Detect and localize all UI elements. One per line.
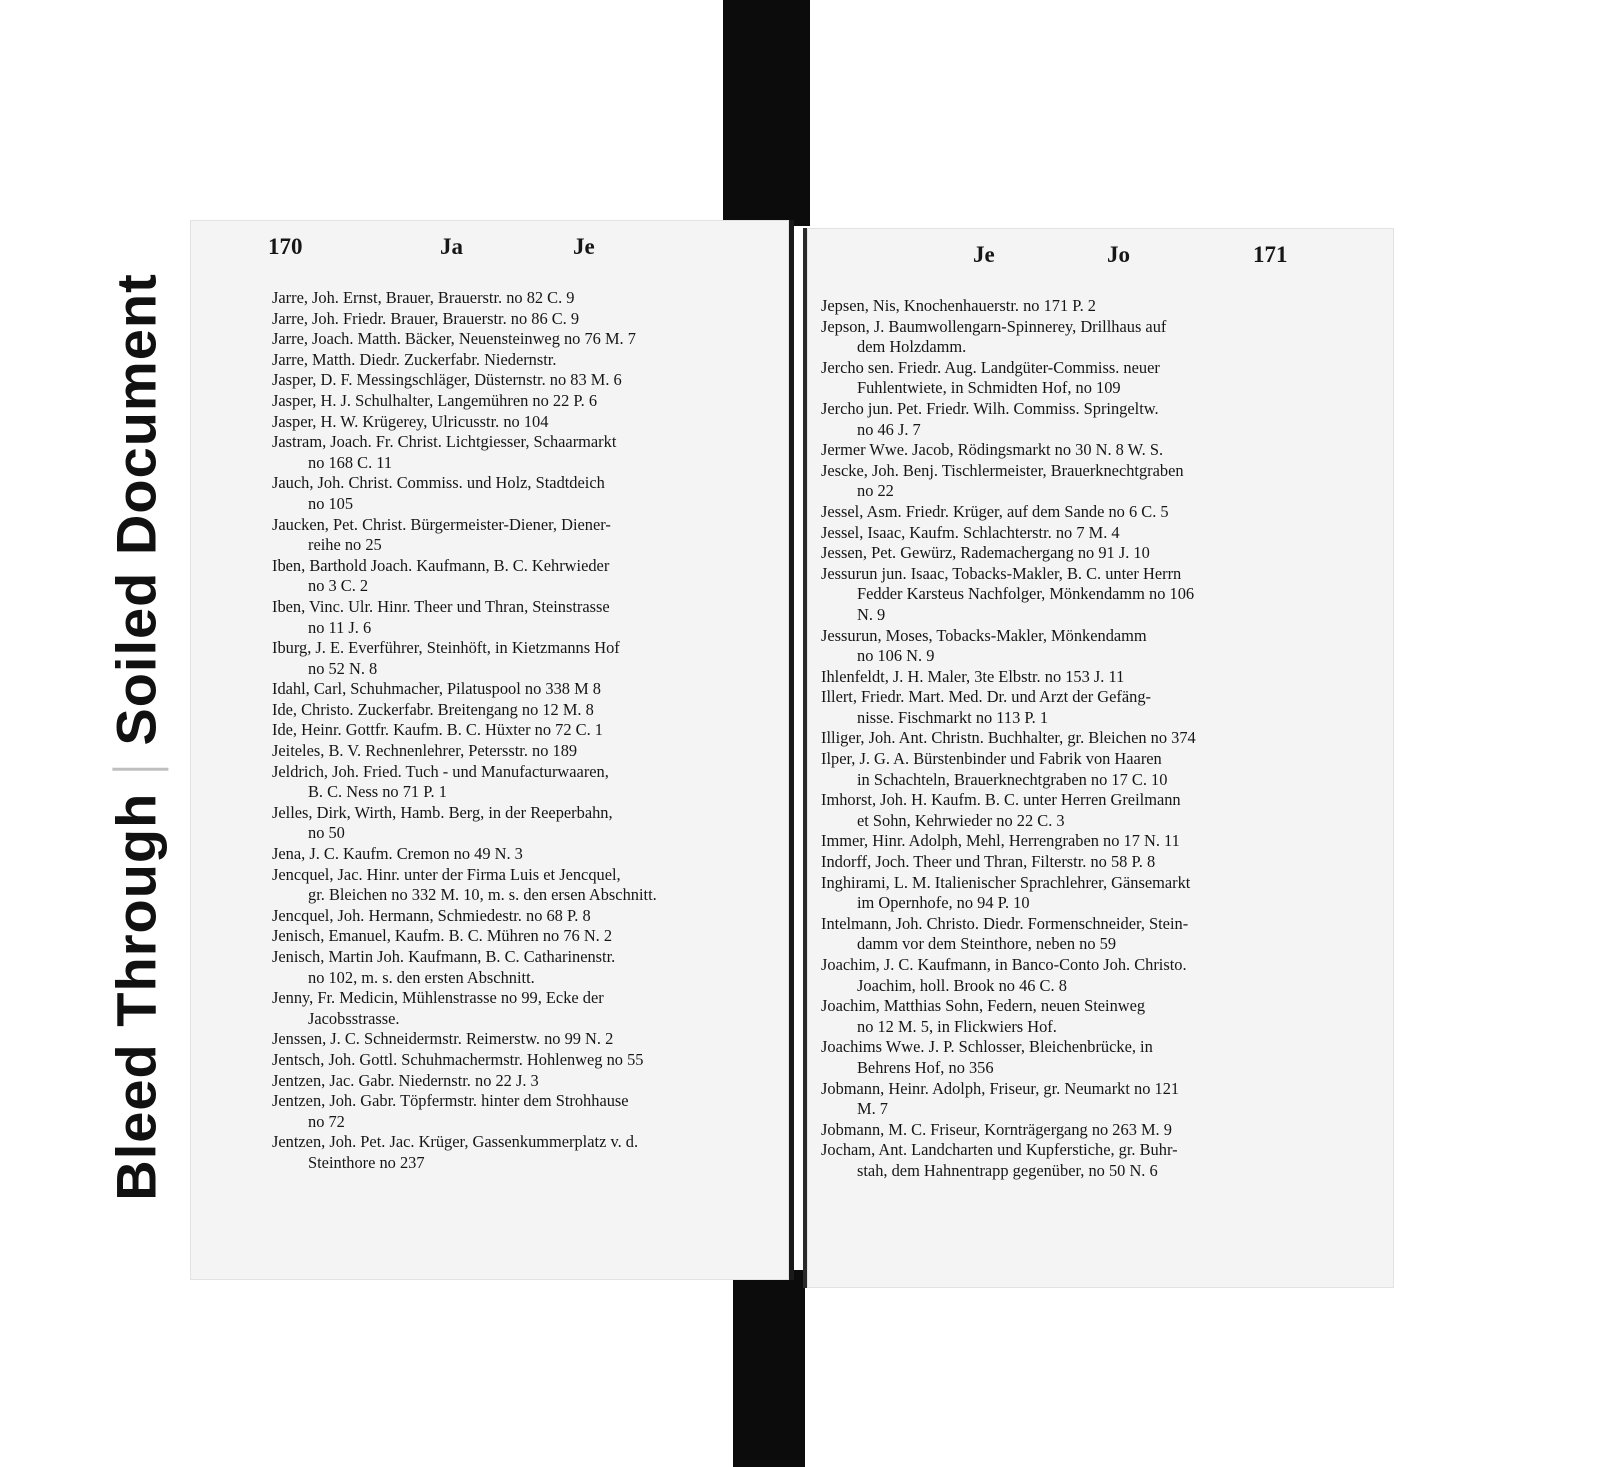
entry-continuation-line: Jacobsstrasse.	[308, 1008, 400, 1028]
entry-line: Iben, Barthold Joach. Kaufmann, B. C. Kehrwieder	[272, 555, 610, 575]
directory-entry	[821, 831, 1329, 852]
entry-line: Jescke, Joh. Benj. Tischlermeister, Brauerknechtgraben	[821, 460, 1184, 480]
directory-entry	[272, 473, 777, 514]
entry-line: Jercho sen. Friedr. Aug. Landgüter-Commiss. neuer	[821, 357, 1160, 377]
running-head-end: Jo	[1107, 242, 1130, 267]
entry-line: Jentzen, Joh. Gabr. Töpfermstr. hinter dem Strohhause	[272, 1091, 629, 1111]
entry-continuation-line: Joachim, holl. Brook no 46 C. 8	[857, 975, 1067, 995]
right-entry-list	[821, 296, 1329, 1182]
directory-entry	[272, 988, 777, 1029]
directory-entry	[821, 790, 1329, 831]
entry-line: Jenisch, Emanuel, Kaufm. B. C. Mühren no 76 N. 2	[272, 926, 613, 946]
entry-continuation-line: Behrens Hof, no 356	[857, 1057, 994, 1077]
directory-entry	[272, 638, 777, 679]
directory-entry	[821, 749, 1329, 790]
directory-entry	[821, 955, 1329, 996]
directory-entry	[272, 329, 777, 350]
entry-line: Jarre, Joh. Friedr. Brauer, Brauerstr. no 86 C. 9	[272, 308, 580, 328]
entry-line: Jenssen, J. C. Schneidermstr. Reimerstw. no 99 N. 2	[272, 1029, 614, 1049]
entry-continuation-line: no 11 J. 6	[308, 617, 372, 637]
entry-line: Jencquel, Joh. Hermann, Schmiedestr. no 68 P. 8	[272, 905, 591, 925]
label-divider	[113, 768, 169, 771]
entry-line: Imhorst, Joh. H. Kaufm. B. C. unter Herren Greilmann	[821, 790, 1181, 810]
directory-entry	[272, 720, 777, 741]
directory-entry	[821, 873, 1329, 914]
directory-entry	[272, 741, 777, 762]
entry-line: Jarre, Matth. Diedr. Zuckerfabr. Niedernstr.	[272, 349, 557, 369]
entry-line: Jastram, Joach. Fr. Christ. Lichtgiesser, Schaarmarkt	[272, 432, 617, 452]
directory-entry	[272, 926, 777, 947]
directory-entry	[821, 1037, 1329, 1078]
directory-entry	[821, 687, 1329, 728]
entry-line: Ihlenfeldt, J. H. Maler, 3te Elbstr. no 153 J. 11	[821, 666, 1125, 686]
entry-line: Jobmann, Heinr. Adolph, Friseur, gr. Neumarkt no 121	[821, 1078, 1180, 1098]
directory-entry	[272, 597, 777, 638]
directory-entry	[272, 947, 777, 988]
entry-line: Jessen, Pet. Gewürz, Rademachergang no 91 J. 10	[821, 543, 1150, 563]
entry-line: Jasper, H. J. Schulhalter, Langemühren no 22 P. 6	[272, 390, 598, 410]
entry-line: Iburg, J. E. Everführer, Steinhöft, in Kietzmanns Hof	[272, 638, 620, 658]
directory-entry	[821, 914, 1329, 955]
directory-entry	[821, 399, 1329, 440]
entry-line: Joachim, J. C. Kaufmann, in Banco-Conto Joh. Christo.	[821, 955, 1187, 974]
left-entry-list	[272, 288, 777, 1174]
left-page	[190, 220, 794, 1280]
entry-continuation-line: et Sohn, Kehrwieder no 22 C. 3	[857, 810, 1065, 830]
entry-continuation-line: no 72	[308, 1111, 345, 1131]
entry-continuation-line: no 102, m. s. den ersten Abschnitt.	[308, 967, 535, 987]
entry-line: Ilper, J. G. A. Bürstenbinder und Fabrik von Haaren	[821, 749, 1162, 769]
entry-continuation-line: Fuhlentwiete, in Schmidten Hof, no 109	[857, 378, 1121, 398]
entry-line: Intelmann, Joh. Christo. Diedr. Formenschneider, Stein-	[821, 913, 1189, 933]
entry-continuation-line: nisse. Fischmarkt no 113 P. 1	[857, 707, 1049, 727]
directory-entry	[272, 1132, 777, 1173]
directory-entry	[272, 515, 777, 556]
entry-line: Jarre, Joh. Ernst, Brauer, Brauerstr. no 82 C. 9	[272, 288, 575, 307]
entry-line: Indorff, Joch. Theer und Thran, Filterstr. no 58 P. 8	[821, 852, 1156, 872]
entry-line: Jeiteles, B. V. Rechnenlehrer, Petersstr. no 189	[272, 741, 578, 761]
directory-entry	[272, 412, 777, 433]
directory-entry	[821, 440, 1329, 461]
directory-entry	[272, 1071, 777, 1092]
binding-spine-bottom	[733, 1270, 805, 1467]
entry-line: Jenny, Fr. Medicin, Mühlenstrasse no 99, Ecke der	[272, 988, 604, 1008]
running-head-end: Je	[573, 234, 595, 259]
condition-label	[90, 227, 182, 1247]
directory-entry	[821, 358, 1329, 399]
directory-entry	[821, 667, 1329, 688]
entry-line: Jentzen, Joh. Pet. Jac. Krüger, Gassenkummerplatz v. d.	[272, 1132, 639, 1152]
entry-continuation-line: M. 7	[857, 1099, 888, 1119]
entry-continuation-line: no 50	[308, 823, 345, 843]
entry-line: Jentzen, Jac. Gabr. Niedernstr. no 22 J. 3	[272, 1070, 539, 1090]
directory-entry	[821, 728, 1329, 749]
entry-continuation-line: no 22	[857, 481, 894, 501]
directory-entry	[821, 1079, 1329, 1120]
page-number: 170	[268, 234, 303, 259]
entry-line: Jaucken, Pet. Christ. Bürgermeister-Diener, Diener-	[272, 514, 611, 534]
right-page	[803, 228, 1394, 1288]
directory-entry	[272, 762, 777, 803]
entry-line: Jocham, Ant. Landcharten und Kupferstiche, gr. Buhr-	[821, 1140, 1178, 1160]
directory-entry	[272, 679, 777, 700]
entry-line: Joachim, Matthias Sohn, Federn, neuen Steinweg	[821, 996, 1146, 1016]
entry-line: Jena, J. C. Kaufm. Cremon no 49 N. 3	[272, 844, 523, 864]
running-head-start: Je	[973, 242, 995, 267]
entry-line: Jauch, Joh. Christ. Commiss. und Holz, Stadtdeich	[272, 473, 605, 493]
directory-entry	[272, 700, 777, 721]
binding-spine-top	[723, 0, 810, 226]
entry-continuation-line: no 46 J. 7	[857, 419, 921, 439]
entry-continuation-line: gr. Bleichen no 332 M. 10, m. s. den ersen Abschnitt.	[308, 885, 657, 905]
directory-entry	[272, 288, 777, 309]
directory-entry	[272, 1029, 777, 1050]
entry-line: Idahl, Carl, Schuhmacher, Pilatuspool no 338 M 8	[272, 679, 601, 699]
entry-line: Jeldrich, Joh. Fried. Tuch - und Manufacturwaaren,	[272, 761, 609, 781]
entry-continuation-line: damm vor dem Steinthore, neben no 59	[857, 934, 1117, 954]
entry-continuation-line: no 52 N. 8	[308, 658, 378, 678]
directory-entry	[272, 309, 777, 330]
directory-entry	[272, 370, 777, 391]
entry-continuation-line: Fedder Karsteus Nachfolger, Mönkendamm no 106	[857, 584, 1195, 604]
entry-continuation-line: Steinthore no 237	[308, 1152, 425, 1172]
entry-line: Ide, Christo. Zuckerfabr. Breitengang no 12 M. 8	[272, 699, 594, 719]
directory-entry	[272, 1050, 777, 1071]
entry-continuation-line: no 3 C. 2	[308, 576, 369, 596]
entry-line: Ide, Heinr. Gottfr. Kaufm. B. C. Hüxter no 72 C. 1	[272, 720, 603, 740]
directory-entry	[272, 865, 777, 906]
directory-entry	[821, 461, 1329, 502]
directory-entry	[821, 626, 1329, 667]
entry-continuation-line: im Opernhofe, no 94 P. 10	[857, 893, 1030, 913]
directory-entry	[821, 852, 1329, 873]
entry-line: Immer, Hinr. Adolph, Mehl, Herrengraben no 17 N. 11	[821, 831, 1180, 851]
directory-entry	[821, 1140, 1329, 1181]
entry-line: Jessel, Isaac, Kaufm. Schlachterstr. no 7 M. 4	[821, 522, 1120, 542]
entry-line: Jelles, Dirk, Wirth, Hamb. Berg, in der Reeperbahn,	[272, 802, 613, 822]
right-page-header	[807, 242, 1394, 282]
entry-continuation-line: no 168 C. 11	[308, 452, 393, 472]
entry-line: Jobmann, M. C. Friseur, Kornträgergang no 263 M. 9	[821, 1119, 1172, 1139]
entry-continuation-line: no 105	[308, 493, 354, 513]
directory-entry	[272, 350, 777, 371]
entry-continuation-line: in Schachteln, Brauerknechtgraben no 17 C. 10	[857, 769, 1168, 789]
directory-entry	[821, 1120, 1329, 1141]
directory-entry	[821, 996, 1329, 1037]
directory-entry	[272, 906, 777, 927]
directory-entry	[821, 296, 1329, 317]
directory-entry	[821, 523, 1329, 544]
directory-entry	[821, 543, 1329, 564]
directory-entry	[272, 1091, 777, 1132]
entry-continuation-line: N. 9	[857, 604, 886, 624]
running-head-start: Ja	[440, 234, 463, 259]
entry-line: Jepsen, Nis, Knochenhauerstr. no 171 P. 2	[821, 296, 1096, 315]
entry-line: Inghirami, L. M. Italienischer Sprachlehrer, Gänsemarkt	[821, 872, 1191, 892]
entry-continuation-line: no 106 N. 9	[857, 646, 935, 666]
condition-label-text	[103, 273, 168, 1200]
directory-entry	[821, 502, 1329, 523]
directory-entry	[821, 564, 1329, 626]
entry-line: Jercho jun. Pet. Friedr. Wilh. Commiss. Springeltw.	[821, 398, 1159, 418]
entry-line: Jermer Wwe. Jacob, Rödingsmarkt no 30 N. 8 W. S.	[821, 440, 1164, 460]
label-soiled-document: Soiled Document	[104, 273, 168, 746]
directory-entry	[272, 803, 777, 844]
entry-line: Joachims Wwe. J. P. Schlosser, Bleichenbrücke, in	[821, 1037, 1153, 1057]
entry-continuation-line: reihe no 25	[308, 535, 382, 555]
entry-line: Jentsch, Joh. Gottl. Schuhmachermstr. Hohlenweg no 55	[272, 1049, 644, 1069]
entry-line: Jenisch, Martin Joh. Kaufmann, B. C. Catharinenstr.	[272, 947, 616, 966]
page-number: 171	[1253, 242, 1288, 267]
label-bleed-through: Bleed Through	[104, 792, 168, 1201]
directory-entry	[272, 844, 777, 865]
entry-line: Jessel, Asm. Friedr. Krüger, auf dem Sande no 6 C. 5	[821, 501, 1169, 521]
entry-continuation-line: no 12 M. 5, in Flickwiers Hof.	[857, 1016, 1057, 1036]
directory-entry	[272, 556, 777, 597]
entry-line: Jessurun, Moses, Tobacks-Makler, Mönkendamm	[821, 625, 1147, 645]
entry-line: Jencquel, Jac. Hinr. unter der Firma Luis et Jencquel,	[272, 864, 621, 884]
entry-continuation-line: dem Holzdamm.	[857, 337, 967, 357]
entry-line: Illiger, Joh. Ant. Christn. Buchhalter, gr. Bleichen no 374	[821, 728, 1196, 748]
entry-line: Illert, Friedr. Mart. Med. Dr. und Arzt der Gefäng-	[821, 687, 1151, 707]
left-page-header	[190, 234, 789, 274]
entry-continuation-line: B. C. Ness no 71 P. 1	[308, 782, 447, 802]
entry-line: Jarre, Joach. Matth. Bäcker, Neuensteinweg no 76 M. 7	[272, 329, 636, 349]
entry-line: Jepson, J. Baumwollengarn-Spinnerey, Drillhaus auf	[821, 316, 1167, 336]
entry-line: Jessurun jun. Isaac, Tobacks-Makler, B. C. unter Herrn	[821, 563, 1182, 583]
entry-line: Jasper, H. W. Krügerey, Ulricusstr. no 104	[272, 411, 549, 431]
directory-entry	[821, 317, 1329, 358]
entry-line: Iben, Vinc. Ulr. Hinr. Theer und Thran, Steinstrasse	[272, 596, 610, 616]
entry-continuation-line: stah, dem Hahnentrapp gegenüber, no 50 N. 6	[857, 1160, 1158, 1180]
entry-line: Jasper, D. F. Messingschläger, Düsternstr. no 83 M. 6	[272, 370, 622, 390]
directory-entry	[272, 432, 777, 473]
directory-entry	[272, 391, 777, 412]
